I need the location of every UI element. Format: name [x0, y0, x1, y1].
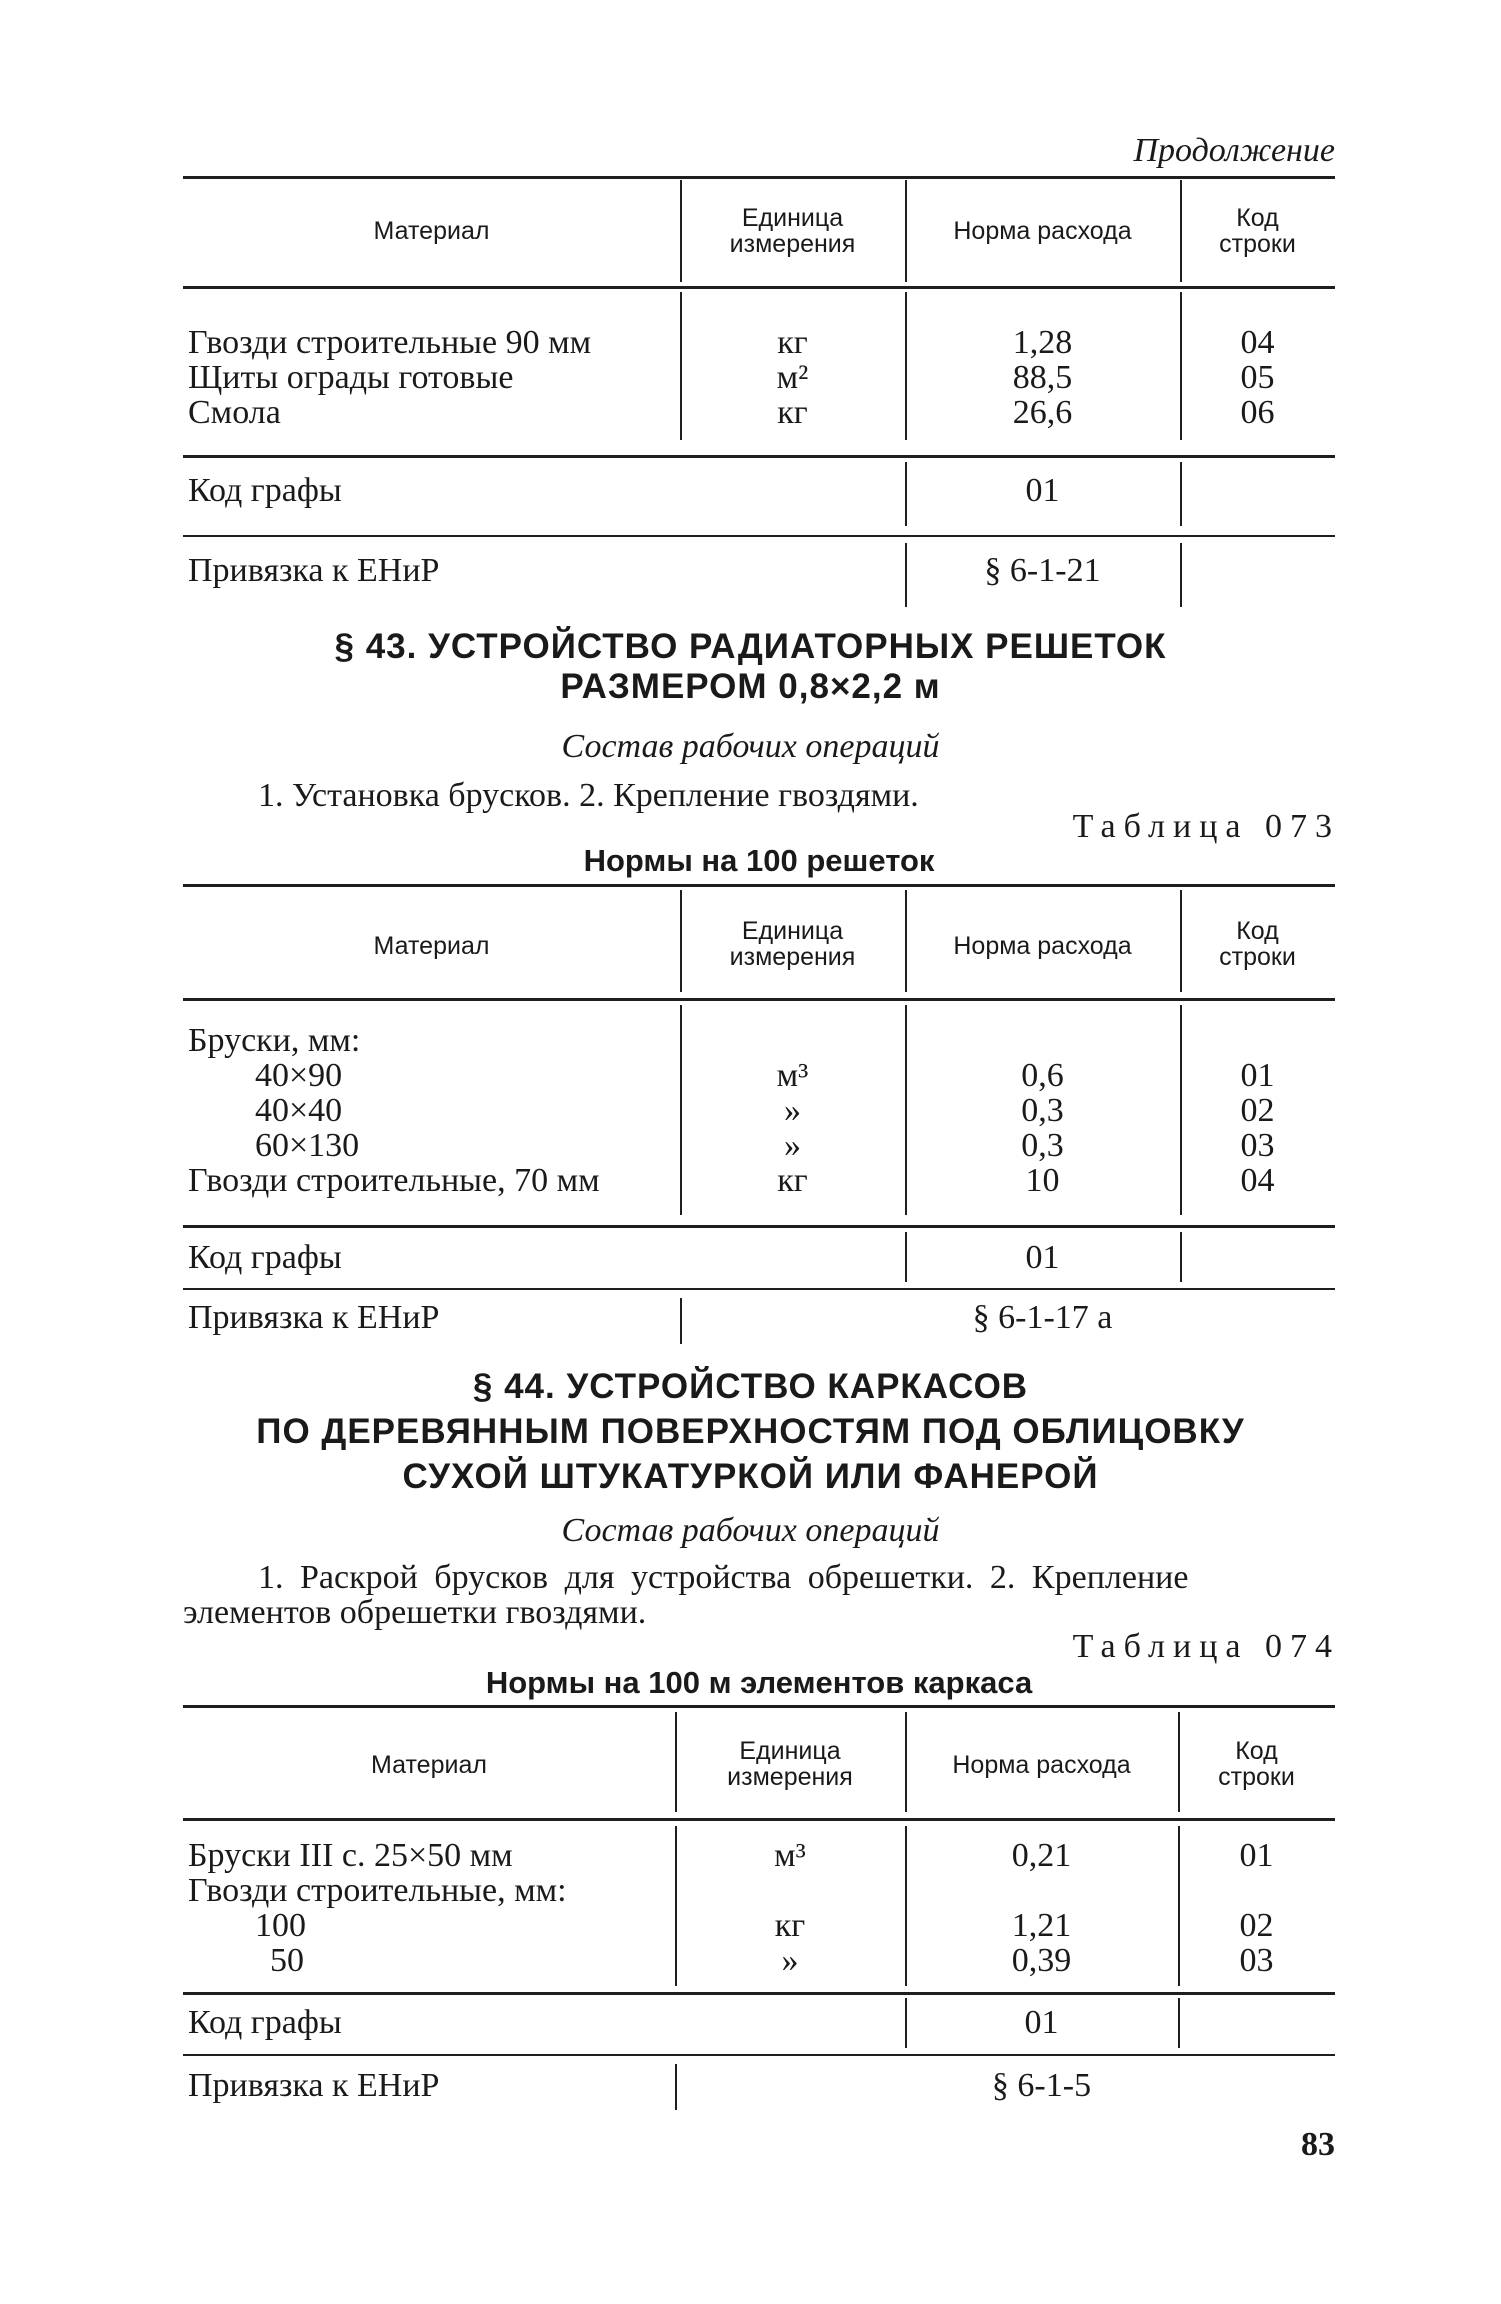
enir-link-value: § 6-1-21 — [984, 552, 1101, 589]
table-074-norms-title: Нормы на 100 м элементов каркаса — [485, 1665, 1033, 1700]
table-row: 100 — [255, 1907, 306, 1944]
graph-code-label: Код графы — [188, 472, 342, 509]
graph-code-value: 01 — [1025, 1239, 1060, 1276]
section-44-subtitle: ПО ДЕРЕВЯННЫМ ПОВЕРХНОСТЯМ ПОД ОБЛИЦОВКУ — [256, 1412, 1245, 1451]
header-unit: Единица измерения — [729, 204, 856, 258]
page-number: 83 — [1301, 2126, 1335, 2163]
table-row: 60×130 — [255, 1127, 360, 1164]
table-073-norms-title: Нормы на 100 решеток — [583, 843, 935, 878]
table-row: Смола — [188, 394, 281, 431]
section-43-subtitle: РАЗМЕРОМ 0,8×2,2 м — [560, 667, 941, 706]
graph-code-label: Код графы — [188, 1239, 342, 1276]
table-row: Гвозди строительные 90 мм — [188, 324, 592, 361]
section-43-ops-title: Состав рабочих операций — [561, 728, 940, 765]
enir-link-value: § 6-1-5 — [991, 2067, 1092, 2104]
graph-code-value: 01 — [1024, 2004, 1059, 2041]
table-top-rule — [183, 176, 1335, 179]
enir-link-label: Привязка к ЕНиР — [188, 552, 440, 589]
document-page: Продолжение Материал Единица измерения Норма расхода Код строки Гвозди строительные 90 мм кг 1,28 04 Щиты ограды готовые м² 88,5 05 Смола кг 26,6 06 Код графы 01 Привязка к ЕНиР § 6-1-21 § 43. УСТРОЙСТВО РАДИАТОРНЫХ РЕШЕТОК РАЗМЕРОМ 0,8×2,2 м Состав рабочих операций 1. Установка брусков. 2. Крепление гвоздями. Таблица 073 Нормы на 100 решеток Материал Единица измерения Норма расхода Код строки Бруски, мм: 40×90 м³ 0,6 01 40×40 » 0,3 02 60×130 » 0,3 03 Гвозди строительные, 70 мм кг 10 04 Код графы 01 Привязка к ЕНиР § 6-1-17 а § 44. УСТРОЙСТВО КАРКАСОВ ПО ДЕРЕВЯННЫМ ПОВЕРХНОСТЯМ ПОД ОБЛИЦОВКУ СУХОЙ ШТУКАТУРКОЙ ИЛИ ФАНЕРОЙ Состав рабочих операций 1. Раскрой брусков для устройства обрешетки. 2. Крепление элементов обрешетки гвоздями. Таблица 074 Нормы на 100 м элементов каркаса Материал Единица измерения Норма расхода Код строки Бруски III с. 25×50 мм м³ 0,21 01 Гвозди строительные, мм: 100 кг 1,21 02 50 » 0,39 03 Код графы 01 Привязка к ЕНиР § 6-1-5 83 — [0, 0, 1501, 2304]
section-44-ops-title: Состав рабочих операций — [561, 1512, 940, 1549]
table-row: 40×40 — [255, 1092, 343, 1129]
section-43-ops-text: 1. Установка брусков. 2. Крепление гвоздями. — [258, 777, 919, 814]
table-row: Гвозди строительные, мм: — [188, 1872, 567, 1909]
table-073-label: Таблица 073 — [1072, 808, 1340, 845]
section-44-ops-text-2: элементов обрешетки гвоздями. — [183, 1594, 647, 1631]
table-row: Бруски, мм: — [188, 1022, 361, 1059]
table-row: Бруски III с. 25×50 мм — [188, 1837, 513, 1874]
graph-code-value: 01 — [1025, 472, 1060, 509]
table-row: Щиты ограды готовые — [188, 359, 514, 396]
table-row: 40×90 — [255, 1057, 343, 1094]
section-44-ops-text: 1. Раскрой брусков для устройства обрешетки. 2. Крепление — [258, 1559, 1189, 1596]
table-row: Гвозди строительные, 70 мм — [188, 1162, 600, 1199]
section-44-subtitle-2: СУХОЙ ШТУКАТУРКОЙ ИЛИ ФАНЕРОЙ — [402, 1457, 1099, 1496]
header-code: Код строки — [1219, 204, 1296, 258]
continuation-label: Продолжение — [1133, 132, 1335, 169]
table-row: 50 — [270, 1942, 304, 1979]
enir-link-label: Привязка к ЕНиР — [188, 1299, 440, 1336]
enir-link-label: Привязка к ЕНиР — [188, 2067, 440, 2104]
section-43-title: § 43. УСТРОЙСТВО РАДИАТОРНЫХ РЕШЕТОК — [334, 627, 1167, 666]
header-norm: Норма расхода — [953, 217, 1132, 245]
enir-link-value: § 6-1-17 а — [972, 1299, 1113, 1336]
header-material: Материал — [373, 217, 490, 245]
table-074-label: Таблица 074 — [1072, 1628, 1340, 1665]
section-44-title: § 44. УСТРОЙСТВО КАРКАСОВ — [472, 1367, 1029, 1406]
graph-code-label: Код графы — [188, 2004, 342, 2041]
